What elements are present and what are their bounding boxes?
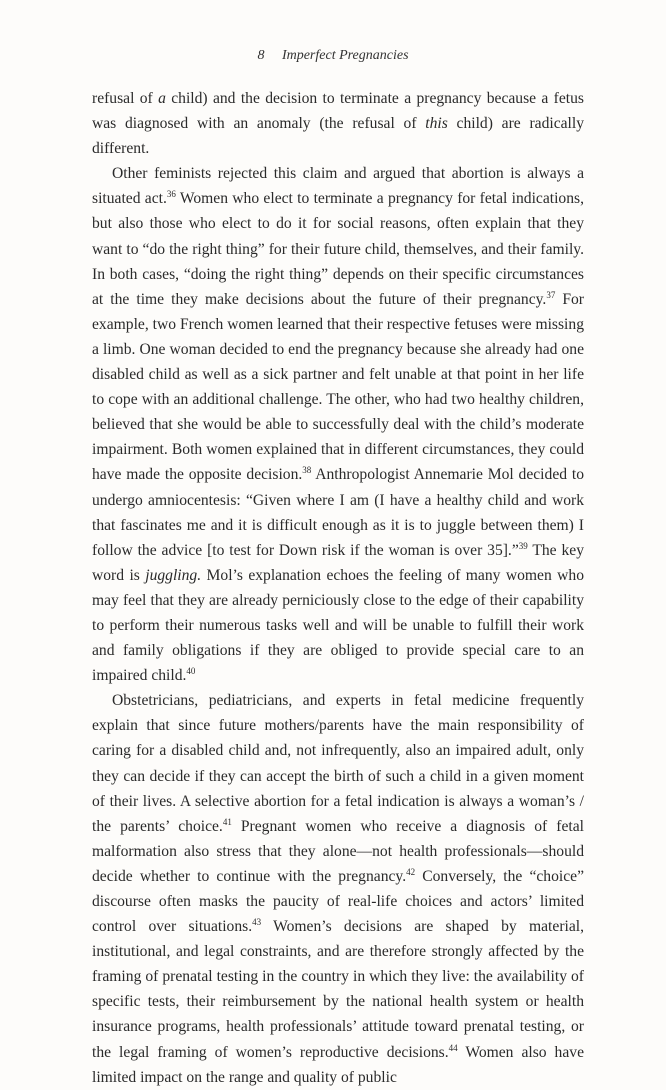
footnote-ref: 40 xyxy=(186,665,196,676)
footnote-ref: 36 xyxy=(166,189,176,200)
footnote-ref: 39 xyxy=(518,540,528,551)
footnote-ref: 38 xyxy=(302,465,312,476)
footnote-ref: 44 xyxy=(448,1042,458,1053)
text-run: Women’s decisions are shaped by material, institutional, and legal constraints, and are therefore strongly affected by the framing of prenatal testing in the country in which they live: the availability of specific tests, their reimbursement by the national health system or health insurance programs, health professionals’ attitude toward prenatal testing, or the legal framing of women’s reproductive decisions. xyxy=(92,918,584,1061)
footnote-ref: 37 xyxy=(546,289,556,300)
text-run: Women also have limited impact on the range and quality of public xyxy=(92,1043,584,1086)
text-run: child) are radically different. xyxy=(92,115,584,158)
text-run: Obstetricians, pediatricians, and experts in fetal medicine frequently explain that since future mothers/parents have the main responsibility of caring for a disabled child and, not infrequently, also an impaired adult, only they can decide if they can accept the birth of such a child in a given moment of their lives. A selective abortion for a fetal indication is always a woman’s / the parents’ choice. xyxy=(92,692,584,835)
text-run: refusal of xyxy=(92,90,159,107)
paragraph xyxy=(92,86,584,161)
footnote-ref: 43 xyxy=(252,916,262,927)
paragraph xyxy=(92,161,584,688)
running-title: Imperfect Pregnancies xyxy=(281,48,409,63)
paragraph xyxy=(92,688,584,1090)
text-run: Pregnant women who receive a diagnosis of fetal malformation also stress that they alone—not health professionals—should decide whether to continue with the pregnancy. xyxy=(92,817,584,885)
footnote-ref: 42 xyxy=(406,866,416,877)
emphasis: juggling. xyxy=(145,566,202,584)
emphasis: a xyxy=(158,90,166,107)
page-number: 8 xyxy=(257,48,265,63)
text-run: Conversely, the “choice” discourse often masks the paucity of real-life choices and actors’ limited control over situations. xyxy=(92,867,584,936)
text-run: Women who elect to terminate a pregnancy for fetal indications, but also those who elect to do it for social reasons, often explain that they want to “do the right thing” for their future child, themselves, and their family. In both cases, “doing the right thing” depends on their specific circumstances at the time they make decisions about the future of their pregnancy. xyxy=(92,190,584,308)
text-run: Anthropologist Annemarie Mol decided to undergo amniocentesis: “Given where I am (I have a healthy child and work that fascinates me and it is difficult enough as it is to juggle between them) I follow the advice [to test for Down risk if the woman is over 35].” xyxy=(92,466,584,559)
footnote-ref: 41 xyxy=(222,816,232,827)
text-run: Other feminists rejected this claim and argued that abortion is always a situated act. xyxy=(92,165,584,208)
running-header xyxy=(0,48,666,64)
text-run: child) and the decision to terminate a pregnancy because a fetus was diagnosed with an anomaly (the refusal of xyxy=(92,90,584,133)
body-text xyxy=(92,86,584,1090)
emphasis: this xyxy=(425,115,448,133)
text-run: The key word is xyxy=(92,541,585,584)
text-run: For example, two French women learned that their respective fetuses were missing a limb. One woman decided to end the pregnancy because she already had one disabled child as well as a sick partner and felt unable at that point in her life to cope with an additional challenge. The other, who had two healthy children, believed that she would be able to successfully deal with the child’s moderate impairment. Both women explained that in different circumstances, they could have made the opposite decision. xyxy=(92,290,585,484)
text-run: Mol’s explanation echoes the feeling of many women who may feel that they are already perniciously close to the edge of their capability to perform their numerous tasks well and will be unable to fulfill their work and family obligations if they are obliged to provide special care to an impaired child. xyxy=(92,566,584,685)
